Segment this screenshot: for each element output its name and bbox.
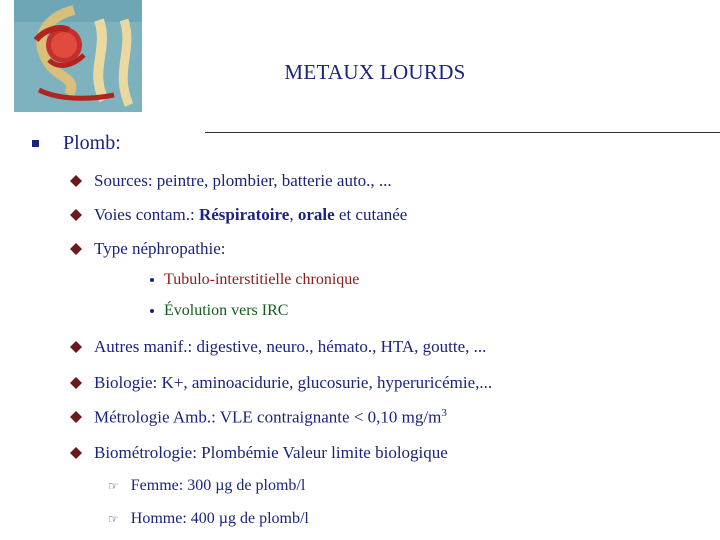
pointing-hand-icon: ☞ <box>108 478 119 493</box>
bullet-text: Sources: peintre, plombier, batterie auto., ... <box>94 171 392 190</box>
metrologie-superscript: 3 <box>441 407 447 419</box>
bullet-biologie <box>70 373 492 393</box>
bullet-voies <box>70 205 407 225</box>
dot-bullet-icon <box>150 309 154 313</box>
dot-bullet-icon <box>150 278 154 282</box>
pointing-hand-icon: ☞ <box>108 511 119 526</box>
diamond-bullet-icon <box>70 411 82 423</box>
bullet-type <box>70 239 225 259</box>
diamond-bullet-icon <box>70 377 82 389</box>
nephron-illustration <box>14 0 142 112</box>
diamond-bullet-icon <box>70 175 82 187</box>
diamond-bullet-icon <box>70 243 82 255</box>
sub-bullet-femme <box>108 477 305 495</box>
sub-bullet-tubulo <box>150 271 359 289</box>
voies-respiratoire: Réspiratoire <box>198 205 290 224</box>
main-bullet-plomb <box>32 132 121 155</box>
bullet-text <box>94 407 447 428</box>
slide-title: METAUX LOURDS <box>284 60 466 84</box>
metrologie-text: Métrologie Amb.: VLE contraignante < 0,10 mg/m <box>94 407 442 427</box>
voies-orale: orale <box>297 205 335 224</box>
sub-bullet-evolution <box>150 302 288 320</box>
bullet-autres <box>70 337 486 357</box>
bullet-text: Biométrologie: Plombémie Valeur limite biologique <box>94 443 448 462</box>
square-bullet-icon <box>32 140 39 147</box>
diamond-bullet-icon <box>70 209 82 221</box>
bullet-text <box>94 205 407 225</box>
title-divider <box>205 132 720 133</box>
diamond-bullet-icon <box>70 341 82 353</box>
voies-prefix: Voies contam.: <box>94 205 199 224</box>
bullet-text: Autres manif.: digestive, neuro., hémato., HTA, goutte, ... <box>94 337 487 356</box>
bullet-sources <box>70 171 392 191</box>
bullet-text: Type néphropathie: <box>94 239 226 258</box>
bullet-metrologie <box>70 407 447 428</box>
bullet-text: Biologie: K+, aminoacidurie, glucosurie, hyperuricémie,... <box>94 373 493 392</box>
bullet-biometrologie <box>70 443 448 463</box>
sub-bullet-text: Évolution vers IRC <box>164 302 289 319</box>
diamond-bullet-icon <box>70 447 82 459</box>
sub-bullet-text: Homme: 400 µg de plomb/l <box>130 510 309 527</box>
main-bullet-label: Plomb: <box>63 132 121 154</box>
sub-bullet-homme <box>108 510 309 528</box>
sub-bullet-text: Tubulo-interstitielle chronique <box>164 271 360 288</box>
voies-suffix: et cutanée <box>334 205 408 224</box>
sub-bullet-text: Femme: 300 µg de plomb/l <box>130 477 306 494</box>
voies-separator: , <box>289 205 298 224</box>
